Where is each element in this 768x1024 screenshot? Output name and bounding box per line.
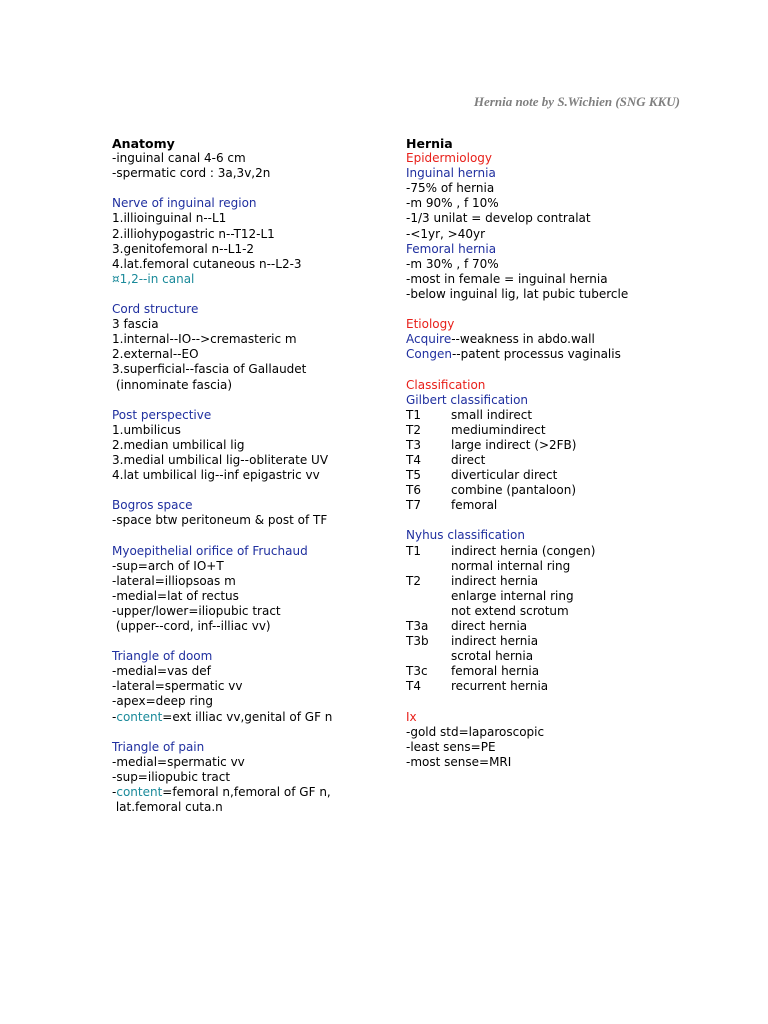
classification-row — [406, 438, 736, 453]
class-value: indirect hernia — [451, 573, 539, 588]
text-line: 2.median umbilical lig — [112, 437, 245, 452]
spacer — [112, 393, 382, 408]
text-line: 3 fascia — [112, 317, 159, 332]
text-line: -medial=spermatic vv — [112, 754, 245, 769]
class-key: T6 — [406, 483, 421, 498]
text-line: 4.lat.femoral cutaneous n--L2-3 — [112, 256, 302, 271]
subheading: Inguinal hernia — [406, 166, 496, 181]
classification-row — [406, 589, 736, 604]
text-line: (upper--cord, inf--illiac vv) — [112, 619, 271, 633]
classification-row — [406, 483, 736, 498]
class-key: T2 — [406, 422, 421, 437]
text-segment: Acquire — [406, 332, 452, 347]
classification-row — [406, 498, 736, 513]
text-line: 3.medial umbilical lig--obliterate UV — [112, 452, 329, 467]
text-line — [112, 785, 382, 800]
classification-row — [406, 634, 736, 649]
spacer — [112, 181, 382, 196]
text-line: -sup=iliopubic tract — [112, 769, 231, 784]
class-key: T2 — [406, 573, 421, 588]
text-line: 2.illiohypogastric n--T12-L1 — [112, 226, 275, 241]
text-line: 3.superficial--fascia of Gallaudet — [112, 362, 307, 377]
subheading: Triangle of doom — [112, 649, 213, 664]
text-segment: content — [116, 709, 163, 724]
classification-row — [406, 468, 736, 483]
class-value: scrotal hernia — [451, 649, 534, 664]
text-line: -most sense=MRI — [406, 754, 512, 769]
classification-row — [406, 679, 736, 694]
subheading: Ix — [406, 709, 417, 724]
class-key: T1 — [406, 543, 421, 558]
section-title: Anatomy — [112, 136, 175, 151]
class-value: direct hernia — [451, 619, 528, 633]
class-value: femoral — [451, 498, 498, 513]
left-column — [112, 136, 382, 815]
text-line: ¤1,2--in canal — [112, 271, 195, 286]
class-value: recurrent hernia — [451, 679, 549, 694]
subheading: Gilbert classification — [406, 392, 529, 407]
text-line: 1.internal--IO-->cremasteric m — [112, 332, 297, 347]
text-line: -least sens=PE — [406, 739, 496, 754]
text-line: -spermatic cord : 3a,3v,2n — [112, 166, 271, 181]
subheading: Nerve of inguinal region — [112, 196, 257, 211]
text-line — [112, 710, 382, 725]
section-title: Hernia — [406, 136, 453, 151]
classification-row — [406, 649, 736, 664]
class-value: indirect hernia (congen) — [451, 543, 596, 558]
class-value: combine (pantaloon) — [451, 483, 577, 498]
text-line: -m 90% , f 10% — [406, 196, 499, 211]
classification-row — [406, 408, 736, 423]
text-segment: - — [112, 709, 117, 724]
class-key: T4 — [406, 452, 421, 467]
spacer — [406, 302, 736, 317]
spacer — [406, 513, 736, 528]
classification-row — [406, 453, 736, 468]
class-key: T5 — [406, 468, 421, 483]
spacer — [112, 483, 382, 498]
classification-row — [406, 604, 736, 619]
text-line — [406, 347, 736, 362]
text-line: -1/3 unilat = develop contralat — [406, 211, 591, 226]
class-value: large indirect (>2FB) — [451, 437, 577, 452]
text-line: 3.genitofemoral n--L1-2 — [112, 241, 255, 256]
text-line: -upper/lower=iliopubic tract — [112, 603, 281, 618]
document-header: Hernia note by S.Wichien (SNG KKU) — [473, 94, 680, 109]
text-segment: =femoral n,femoral of GF n, — [162, 785, 331, 800]
class-value: mediumindirect — [451, 422, 546, 437]
class-key: T3b — [406, 634, 429, 649]
class-key: T1 — [406, 407, 421, 422]
text-line: lat.femoral cuta.n — [112, 800, 223, 815]
classification-row — [406, 619, 736, 634]
text-line: -gold std=laparoscopic — [406, 724, 545, 739]
classification-row — [406, 664, 736, 679]
class-key: T3 — [406, 437, 421, 452]
subheading: Triangle of pain — [112, 739, 205, 754]
subheading: Femoral hernia — [406, 241, 497, 256]
class-key: T4 — [406, 679, 421, 694]
class-value: indirect hernia — [451, 634, 539, 649]
class-value: normal internal ring — [451, 558, 571, 573]
text-line: 1.illioinguinal n--L1 — [112, 211, 227, 226]
subheading: Bogros space — [112, 498, 193, 513]
spacer — [112, 528, 382, 543]
text-line: -space btw peritoneum & post of TF — [112, 513, 328, 528]
class-value: small indirect — [451, 407, 533, 422]
classification-row — [406, 544, 736, 559]
class-key: T7 — [406, 498, 421, 513]
class-key: T3c — [406, 664, 428, 679]
classification-row — [406, 559, 736, 574]
text-segment: Congen — [406, 347, 452, 362]
subheading: Nyhus classification — [406, 528, 525, 543]
subheading: Epidermiology — [406, 151, 493, 166]
classification-row — [406, 574, 736, 589]
spacer — [112, 725, 382, 740]
text-segment: content — [116, 785, 163, 800]
subheading: Cord structure — [112, 302, 199, 317]
text-line: -most in female = inguinal hernia — [406, 271, 608, 286]
text-line — [406, 332, 736, 347]
text-line: -lateral=illiopsoas m — [112, 573, 236, 588]
text-line: -sup=arch of IO+T — [112, 558, 224, 573]
subheading: Classification — [406, 377, 486, 392]
subheading: Post perspective — [112, 407, 212, 422]
right-column — [406, 136, 736, 770]
text-line: -inguinal canal 4-6 cm — [112, 151, 246, 166]
class-value: diverticular direct — [451, 468, 558, 483]
text-line: -apex=deep ring — [112, 694, 213, 709]
class-value: not extend scrotum — [451, 603, 569, 618]
spacer — [406, 694, 736, 709]
text-line: -75% of hernia — [406, 181, 495, 196]
spacer — [112, 287, 382, 302]
text-line: -m 30% , f 70% — [406, 256, 499, 271]
spacer — [406, 362, 736, 377]
text-line: -medial=vas def — [112, 664, 211, 679]
classification-row — [406, 423, 736, 438]
text-line: 2.external--EO — [112, 347, 199, 362]
class-value: femoral hernia — [451, 664, 540, 679]
subheading: Myoepithelial orifice of Fruchaud — [112, 543, 308, 558]
text-line: -lateral=spermatic vv — [112, 679, 243, 694]
subheading: Etiology — [406, 317, 455, 332]
text-line: -medial=lat of rectus — [112, 588, 239, 603]
text-line: -<1yr, >40yr — [406, 226, 486, 241]
spacer — [112, 634, 382, 649]
class-key: T3a — [406, 619, 429, 633]
text-segment: =ext illiac vv,genital of GF n — [162, 709, 333, 724]
text-line: (innominate fascia) — [112, 377, 233, 392]
text-line: -below inguinal lig, lat pubic tubercle — [406, 286, 629, 301]
class-value: enlarge internal ring — [451, 588, 574, 603]
text-segment: --patent processus vaginalis — [451, 347, 621, 362]
text-line: 4.lat umbilical lig--inf epigastric vv — [112, 468, 320, 483]
class-value: direct — [451, 452, 486, 467]
text-segment: --weakness in abdo.wall — [451, 332, 595, 347]
text-segment: - — [112, 785, 117, 800]
text-line: 1.umbilicus — [112, 422, 181, 437]
